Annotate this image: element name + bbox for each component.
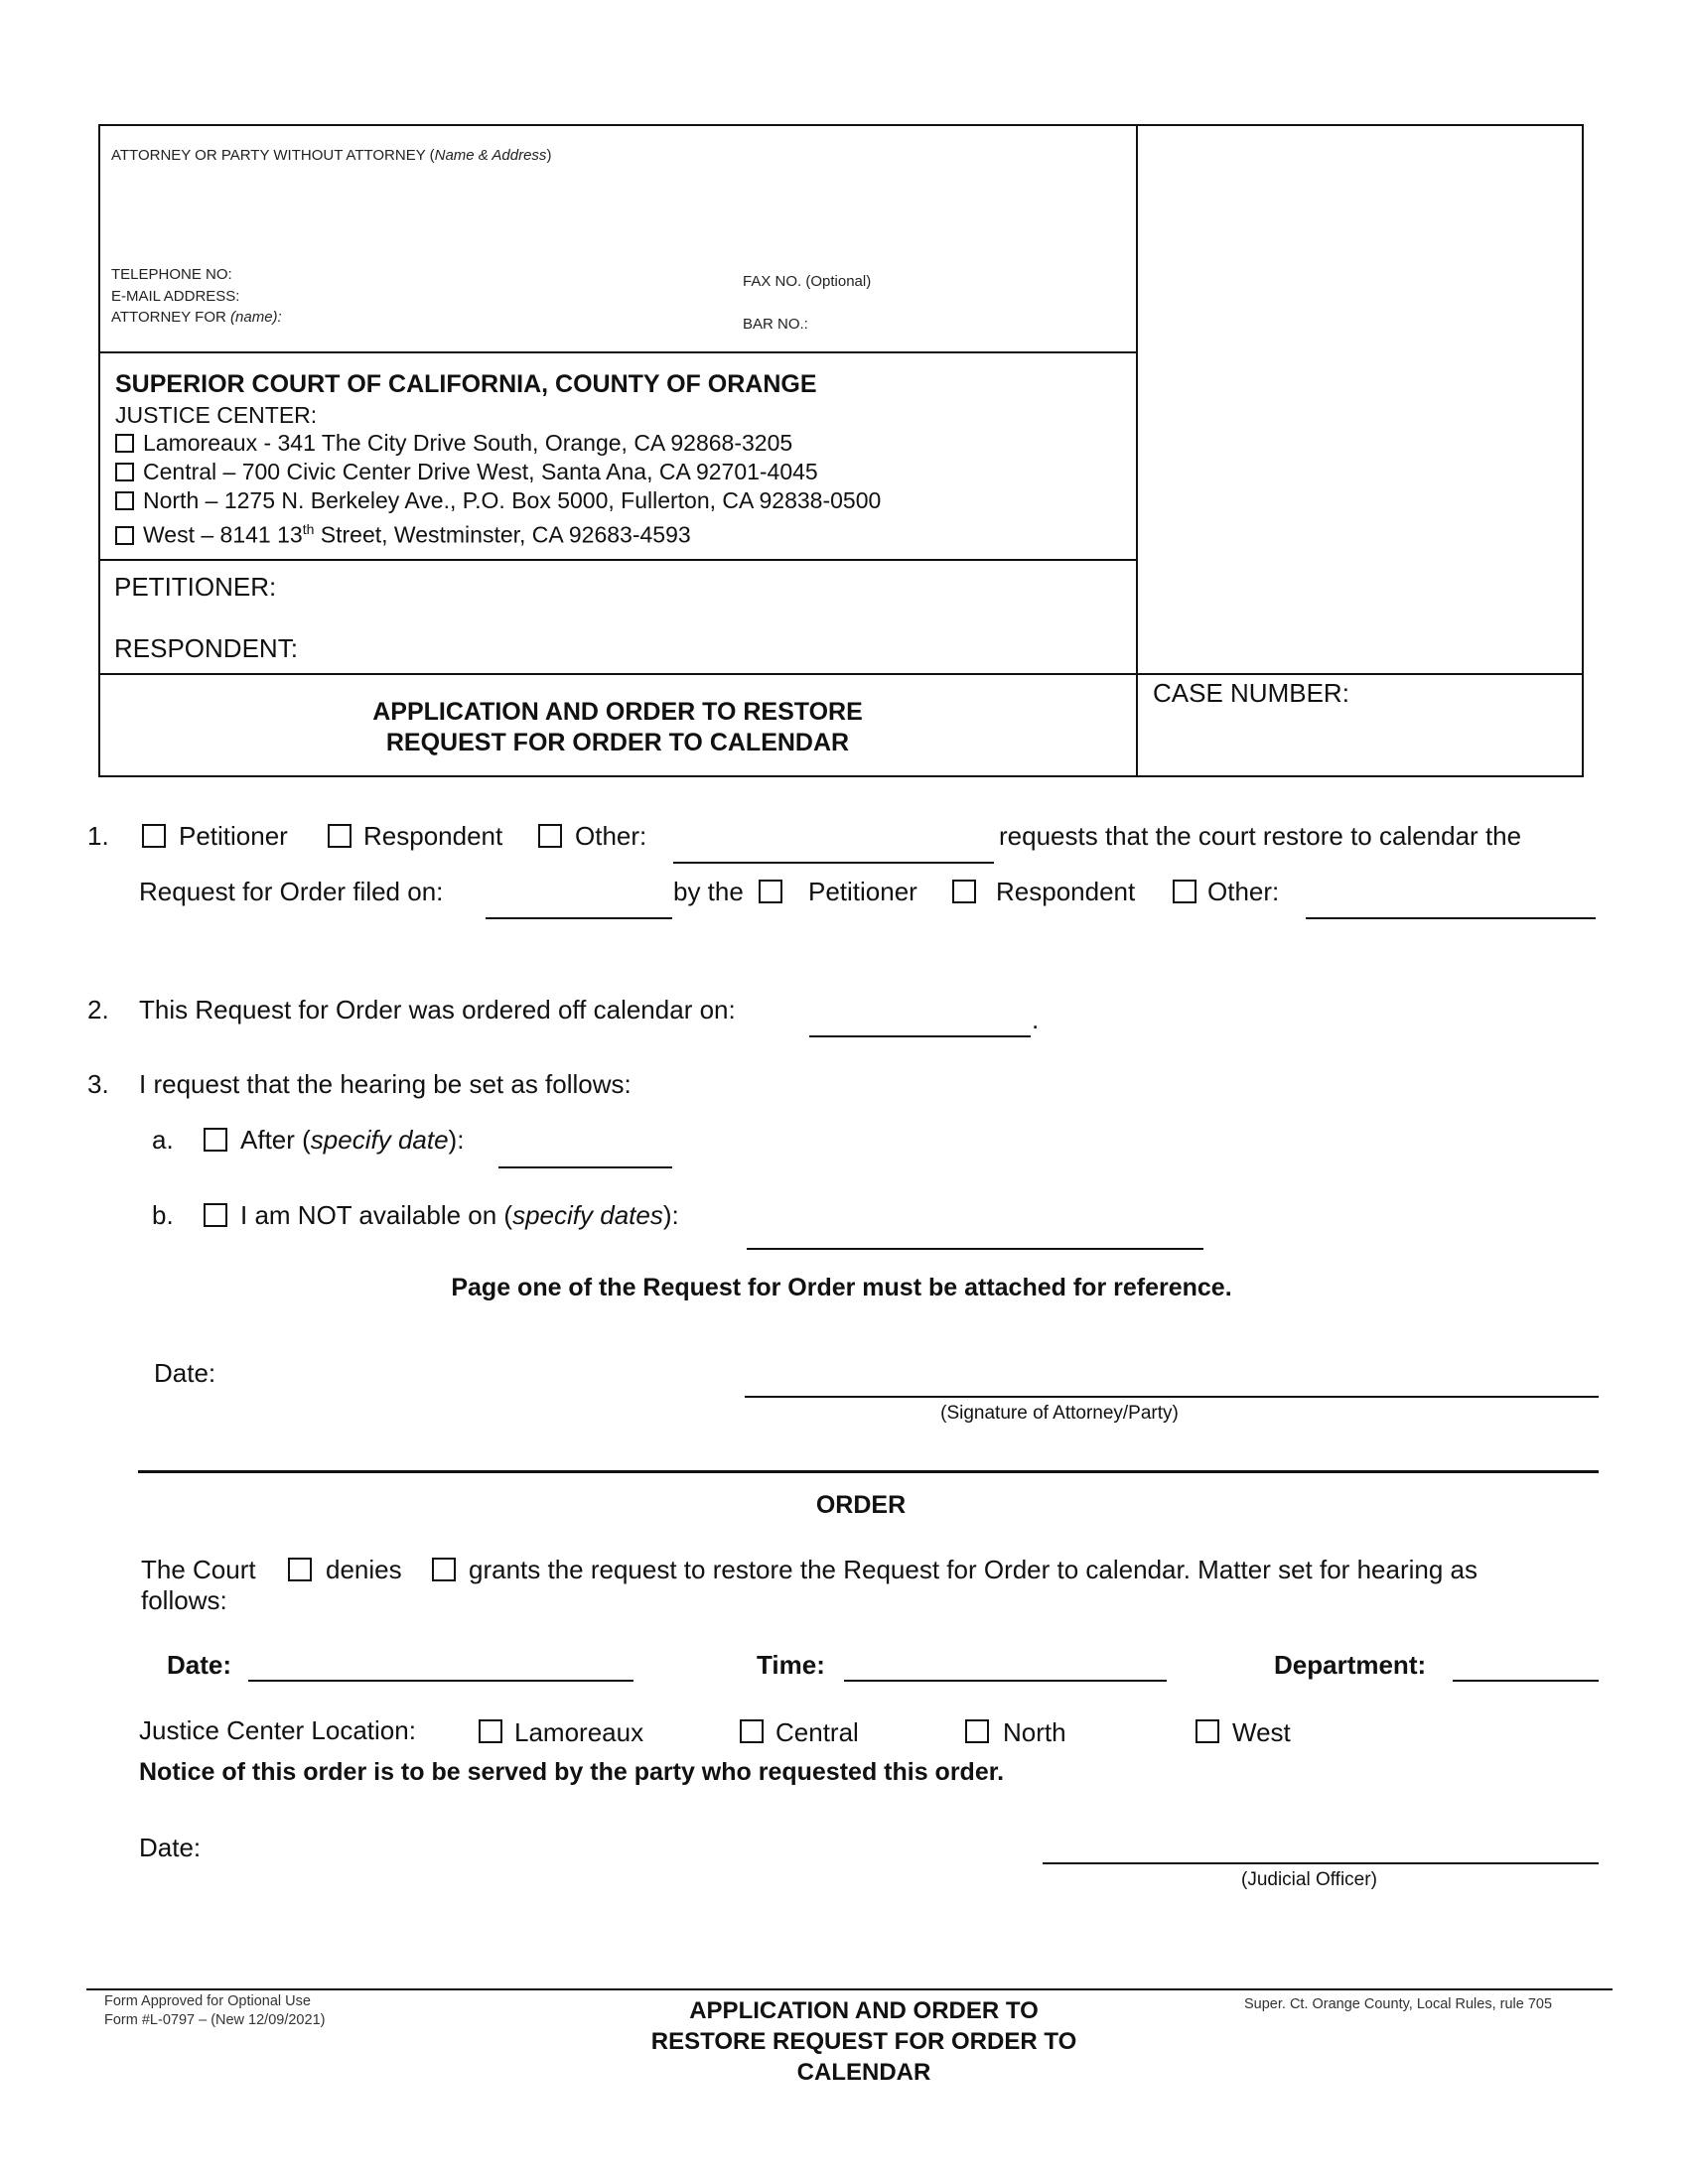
order-west-checkbox[interactable]: [1196, 1719, 1219, 1743]
form-title-line2: REQUEST FOR ORDER TO CALENDAR: [385, 729, 850, 756]
location-lamoreaux-text: Lamoreaux - 341 The City Drive South, Orange, CA 92868-3205: [143, 430, 793, 456]
item3-number: 3.: [87, 1069, 109, 1099]
central-checkbox[interactable]: [115, 463, 134, 481]
location-north-text: North – 1275 N. Berkeley Ave., P.O. Box 5000, Fullerton, CA 92838-0500: [143, 487, 882, 513]
footer-form-number: Form #L-0797 – (New 12/09/2021): [104, 2012, 326, 2028]
bar-label: BAR NO.:: [743, 316, 808, 333]
item1-petitioner-checkbox[interactable]: [142, 824, 166, 848]
caption-divider-1: [98, 351, 1137, 353]
item3a-text-end: ):: [448, 1125, 465, 1155]
item3-text: I request that the hearing be set as follows:: [139, 1069, 632, 1099]
item2-date-field[interactable]: [809, 1035, 1031, 1037]
item1-other-checkbox[interactable]: [538, 824, 562, 848]
order-time-field[interactable]: [844, 1680, 1167, 1682]
order-department-field[interactable]: [1453, 1680, 1599, 1682]
attorney-label-text: ATTORNEY OR PARTY WITHOUT ATTORNEY (: [111, 147, 435, 164]
west-checkbox[interactable]: [115, 526, 134, 545]
location-west-sup: th: [302, 521, 315, 537]
lamoreaux-checkbox[interactable]: [115, 434, 134, 453]
footer-title-line1: APPLICATION AND ORDER TO: [689, 1997, 1039, 2024]
north-checkbox[interactable]: [115, 491, 134, 510]
item1-filed-petitioner-checkbox[interactable]: [759, 880, 782, 903]
order-heading: ORDER: [815, 1491, 907, 1519]
location-lamoreaux: [115, 429, 792, 458]
item2-number: 2.: [87, 995, 109, 1024]
order-department-label: Department:: [1274, 1650, 1427, 1680]
order-location-label: Justice Center Location:: [139, 1715, 416, 1745]
location-central-text: Central – 700 Civic Center Drive West, Santa Ana, CA 92701-4045: [143, 459, 818, 484]
location-west-text-end: Street, Westminster, CA 92683-4593: [314, 521, 691, 548]
item1-number: 1.: [87, 821, 109, 851]
fax-label: FAX NO. (Optional): [743, 273, 872, 290]
item3a-text-italic: specify date: [310, 1125, 449, 1155]
item1-filed-petitioner: Petitioner: [808, 877, 917, 906]
item1-other: Other:: [575, 821, 647, 851]
order-date-field[interactable]: [248, 1680, 633, 1682]
order-time-label: Time:: [757, 1650, 825, 1680]
order-separator: [138, 1470, 1599, 1473]
order-grants-checkbox[interactable]: [432, 1558, 456, 1581]
attorney-for-italic: (name):: [230, 309, 282, 326]
form-title-line1: APPLICATION AND ORDER TO RESTORE: [372, 698, 863, 726]
attorney-label: [111, 147, 551, 164]
justice-center-label: JUSTICE CENTER:: [115, 402, 318, 428]
item3b-checkbox[interactable]: [204, 1203, 227, 1227]
attach-notice: Page one of the Request for Order must be attached for reference.: [451, 1274, 1232, 1301]
item1-respondent-checkbox[interactable]: [328, 824, 352, 848]
order-central: Central: [775, 1717, 859, 1747]
item3a-checkbox[interactable]: [204, 1128, 227, 1152]
item3a-label: a.: [152, 1125, 174, 1155]
item3a-text: [240, 1125, 464, 1156]
order-lamoreaux: Lamoreaux: [514, 1717, 644, 1747]
item1-filed-respondent: Respondent: [996, 877, 1136, 906]
item2-period: .: [1032, 1005, 1040, 1034]
item3a-date-field[interactable]: [498, 1166, 672, 1168]
order-central-checkbox[interactable]: [740, 1719, 764, 1743]
footer-approved: Form Approved for Optional Use: [104, 1993, 311, 2009]
order-grants-text: grants the request to restore the Request for Order to calendar. Matter set for hearing as: [469, 1555, 1477, 1584]
item1-by-the: by the: [673, 877, 744, 906]
respondent-label: RESPONDENT:: [114, 633, 298, 663]
item1-filed-other: Other:: [1207, 877, 1280, 906]
attorney-for-text: ATTORNEY FOR: [111, 309, 231, 326]
caption-divider-vertical: [1136, 124, 1138, 777]
item3b-text-main: I am NOT available on (: [240, 1200, 513, 1230]
order-north: North: [1003, 1717, 1066, 1747]
order-north-checkbox[interactable]: [965, 1719, 989, 1743]
item1-filed-other-checkbox[interactable]: [1173, 880, 1196, 903]
order-west: West: [1232, 1717, 1291, 1747]
item3b-text-end: ):: [662, 1200, 679, 1230]
item3a-text-main: After (: [240, 1125, 311, 1155]
date-label: Date:: [154, 1358, 216, 1388]
attorney-for-label: [111, 309, 282, 326]
order-lamoreaux-checkbox[interactable]: [479, 1719, 502, 1743]
item1-filed-on-label: Request for Order filed on:: [139, 877, 444, 906]
location-west: [115, 515, 691, 550]
item1-respondent: Respondent: [363, 821, 503, 851]
location-north: [115, 486, 881, 515]
order-denies: denies: [326, 1555, 402, 1584]
order-the-court: The Court: [141, 1555, 256, 1584]
order-follows: follows:: [141, 1585, 227, 1615]
footer-title-line3: CALENDAR: [796, 2059, 931, 2086]
footer-rule: [86, 1988, 1613, 1990]
item1-filed-on-field[interactable]: [486, 917, 672, 919]
judicial-caption: (Judicial Officer): [1241, 1869, 1377, 1890]
footer-title-line2: RESTORE REQUEST FOR ORDER TO: [650, 2028, 1077, 2055]
attorney-label-italic: Name & Address: [434, 147, 547, 164]
item1-requests-text: requests that the court restore to calendar the: [999, 821, 1522, 851]
caption-divider-3: [98, 673, 1584, 675]
item3b-text-italic: specify dates: [512, 1200, 663, 1230]
location-central: [115, 458, 818, 486]
attorney-label-end: ): [546, 147, 552, 164]
item3b-text: [240, 1200, 679, 1231]
item3b-dates-field[interactable]: [747, 1248, 1203, 1250]
signature-caption: (Signature of Attorney/Party): [940, 1403, 1179, 1424]
location-west-text: West – 8141 13: [143, 521, 303, 548]
order-denies-checkbox[interactable]: [288, 1558, 312, 1581]
item1-other-field[interactable]: [673, 862, 994, 864]
email-label: E-MAIL ADDRESS:: [111, 288, 240, 305]
order-date-label: Date:: [167, 1650, 232, 1680]
order-date2-label: Date:: [139, 1833, 202, 1862]
case-number-label: CASE NUMBER:: [1153, 678, 1349, 708]
judicial-signature-line[interactable]: [1043, 1862, 1599, 1864]
caption-divider-2: [98, 559, 1137, 561]
form-title: [98, 697, 1137, 758]
item1-filed-respondent-checkbox[interactable]: [952, 880, 976, 903]
item3b-label: b.: [152, 1200, 174, 1230]
item2-text: This Request for Order was ordered off calendar on:: [139, 995, 736, 1024]
footer-rule-reference: Super. Ct. Orange County, Local Rules, rule 705: [1244, 1996, 1553, 2012]
petitioner-label: PETITIONER:: [114, 572, 277, 602]
court-title: SUPERIOR COURT OF CALIFORNIA, COUNTY OF ORANGE: [115, 370, 817, 398]
signature-line[interactable]: [745, 1396, 1599, 1398]
item1-filed-other-field[interactable]: [1306, 917, 1596, 919]
footer-title: [586, 1995, 1142, 2088]
item1-petitioner: Petitioner: [179, 821, 288, 851]
telephone-label: TELEPHONE NO:: [111, 266, 232, 283]
order-notice: Notice of this order is to be served by the party who requested this order.: [139, 1758, 1005, 1786]
